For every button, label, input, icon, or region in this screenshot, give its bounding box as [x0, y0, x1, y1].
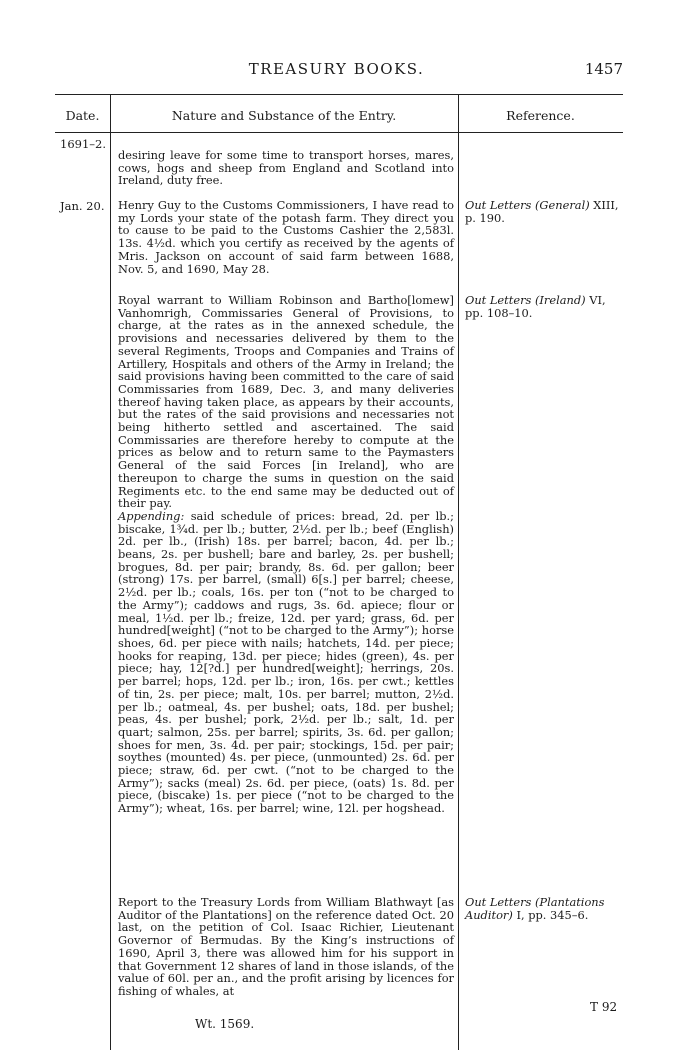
year-label: 1691–2.	[60, 137, 106, 151]
running-title: TREASURY BOOKS.	[248, 60, 425, 78]
reference-column-divider	[458, 95, 459, 1050]
table-top-rule	[55, 94, 623, 95]
entry-text-block	[118, 294, 454, 815]
footer-print-mark: Wt. 1569.	[195, 1017, 255, 1031]
date-column-divider	[110, 95, 111, 1050]
entry-text: Report to the Treasury Lords from William Blathwayt [as Auditor of the Plantations] on the reference dated Oct. 20 last, on the petition of Col. Isaac Richier, Lieutenant Governor of Bermudas. By the King’s instructions of 1690, April 3, there was allowed him for his support in that Government 12 shares of land in those islands, of the value of 60l. per an., and the profit arising by licences for fishing of whales, at	[118, 895, 454, 998]
appending-label: Appending:	[118, 508, 185, 523]
entry-text: Henry Guy to the Customs Commissioners, I have read to my Lords your state of the potash farm. They direct you to cause to be paid to the Customs Cashier the 2,583l. 13s. 4½d. which you certify as received by the agents of Mris. Jackson on account of said farm between 1688, Nov. 5, and 1690, May 28.	[118, 198, 454, 276]
reference-location: XIII, p. 190.	[465, 198, 619, 225]
reference-series: Out Letters (Plantations Auditor)	[465, 895, 605, 922]
reference-series: Out Letters (Ireland)	[465, 293, 586, 307]
entry-reference	[465, 896, 625, 922]
page-number: 1457	[584, 60, 623, 78]
reference-series: Out Letters (General)	[465, 198, 590, 212]
table-header-rule	[55, 132, 623, 133]
reference-location: VI, pp. 108–10.	[465, 293, 606, 320]
column-header-nature: Nature and Substance of the Entry.	[171, 108, 397, 123]
column-header-date: Date.	[65, 108, 100, 123]
footer-signature-mark: T 92	[590, 1000, 618, 1014]
entry-text: desiring leave for some time to transport horses, mares, cows, hogs and sheep from England and Scotland into Ireland, duty free.	[118, 148, 454, 188]
entry-date: Jan. 20.	[60, 199, 105, 213]
column-header-reference: Reference.	[506, 108, 575, 123]
appending-text: said schedule of prices: bread, 2d. per lb.; biscake, 1¾d. per lb.; butter, 2½d. per lb.; beef (English) 2d. per lb., (Irish) 18s. per barrel; bacon, 4d. per lb.; beans, 2s. per bushell; bare and barley, 2s. per bushell; brogues, 8d. per pair; brandy, 8s. 6d. per gallon; beer (strong) 17s. per barrel, (small) 6[s.] per barrel; cheese, 2½d. per lb.; coals, 16s. per ton (“not to be charged to the Army”); caddows and rugs, 3s. 6d. apiece; flour or meal, 1½d. per lb.; freize, 12d. per yard; grass, 6d. per hundred[weight] (“not to be charged to the Army”); horse shoes, 6d. per piece with nails; hatchets, 14d. per piece; hooks for reaping, 13d. per piece; hides (green), 4s. per piece; hay, 12[?d.] per hundred[weight]; herrings, 20s. per barrel; hops, 12d. per lb.; iron, 16s. per cwt.; kettles of tin, 2s. per piece; malt, 10s. per barrel; mutton, 2½d. per lb.; oatmeal, 4s. per bushel; oats, 18d. per bushel; peas, 4s. per bushel; pork, 2½d. per lb.; salt, 1d. per quart; salmon, 25s. per barrel; spirits, 3s. 6d. per gallon; shoes for men, 3s. 4d. per pair; stockings, 15d. per pair; soythes (mounted) 4s. per piece, (unmounted) 2s. 6d. per piece; straw, 6d. per cwt. (“not to be charged to the Army”); sacks (meal) 2s. 6d. per piece, (oats) 1s. 8d. per piece, (biscake) 1s. per piece (“not to be charged to the Army”); wheat, 16s. per barrel; wine, 12l. per hogshead.	[118, 508, 454, 816]
entry-reference	[465, 294, 625, 320]
entry-text: Royal warrant to William Robinson and Bartho[lomew] Vanhomrigh, Commissaries General of Provisions, to charge, at the rates as in the annexed schedule, the provisions and necessaries delivered by them to the several Regiments, Troops and Companies and Trains of Artillery, Hospitals and others of the Army in Ireland; the said provisions having been committed to the care of said Commissaries from 1689, Dec. 3, and many deliveries thereof having taken place, as appears by their accounts, but the rates of the said provisions and necessaries not being hitherto settled and ascertained. The said Commissaries are therefore hereby to compute at the prices as below and to return same to the Paymasters General of the said Forces [in Ireland], who are thereupon to charge the sums in question on the said Regiments etc. to the end same may be deducted out of their pay.	[118, 293, 454, 511]
entry-reference	[465, 199, 625, 225]
reference-location: I, pp. 345–6.	[516, 908, 589, 922]
